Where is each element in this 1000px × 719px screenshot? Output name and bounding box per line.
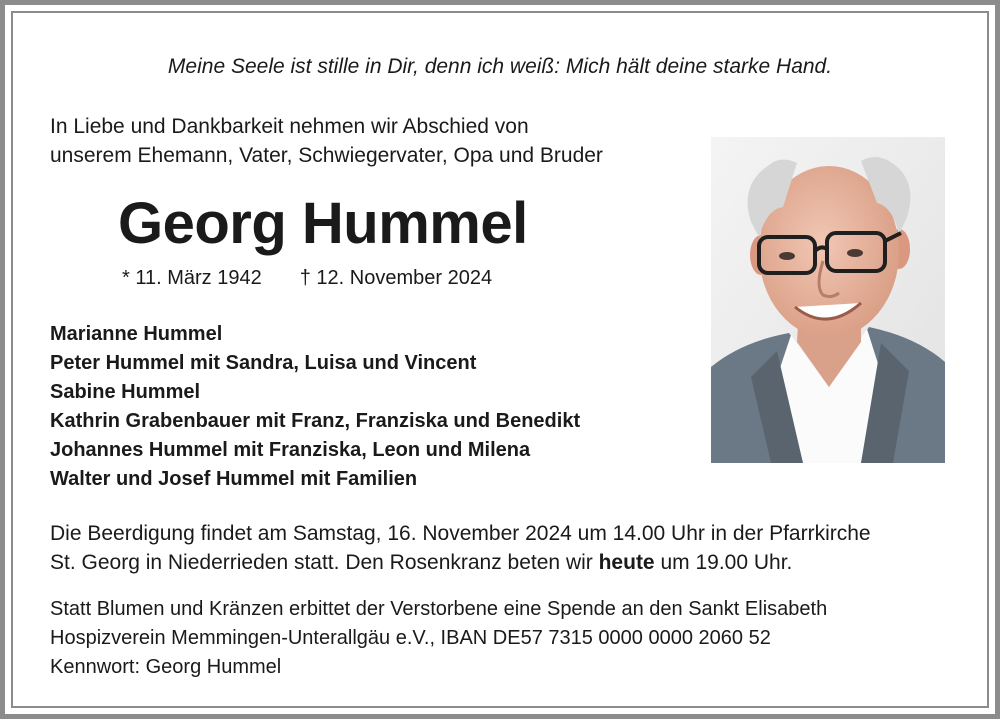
- mourner-line: Walter und Josef Hummel mit Familien: [50, 468, 418, 490]
- intro-text: [50, 112, 603, 170]
- donation-line-2: Hospizverein Memmingen-Unterallgäu e.V., IBAN DE57 7315 0000 0000 2060 52: [50, 627, 771, 649]
- mourner-line: Johannes Hummel mit Franziska, Leon und Milena: [50, 439, 531, 461]
- life-dates: [122, 267, 492, 290]
- funeral-line-1: Die Beerdigung findet am Samstag, 16. November 2024 um 14.00 Uhr in der Pfarrkirche: [50, 522, 871, 545]
- mourner-line: Kathrin Grabenbauer mit Franz, Franziska und Benedikt: [50, 410, 581, 432]
- intro-line-2: unserem Ehemann, Vater, Schwiegervater, Opa und Bruder: [50, 144, 603, 167]
- donation-line-3: Kennwort: Georg Hummel: [50, 656, 282, 678]
- funeral-notice: [50, 519, 871, 577]
- donation-line-1: Statt Blumen und Kränzen erbittet der Verstorbene eine Spende an den Sankt Elisabeth: [50, 598, 828, 620]
- funeral-line-2-end: um 19.00 Uhr.: [654, 551, 793, 574]
- intro-line-1: In Liebe und Dankbarkeit nehmen wir Abschied von: [50, 115, 529, 138]
- donation-notice: [50, 595, 827, 682]
- mourner-line: Marianne Hummel: [50, 323, 223, 345]
- funeral-today-emphasis: heute: [598, 551, 655, 574]
- funeral-line-2-start: St. Georg in Niederrieden statt. Den Rosenkranz beten wir: [50, 551, 599, 574]
- mourner-line: Sabine Hummel: [50, 381, 201, 403]
- mourners-list: [50, 320, 580, 494]
- funeral-line-2: [50, 548, 871, 577]
- portrait-photo: [711, 137, 945, 463]
- deceased-name: Georg Hummel: [118, 191, 528, 256]
- birth-date: * 11. März 1942: [122, 267, 262, 289]
- motto-verse: Meine Seele ist stille in Dir, denn ich weiß: Mich hält deine starke Hand.: [167, 55, 833, 78]
- death-date: † 12. November 2024: [299, 267, 493, 289]
- mourner-line: Peter Hummel mit Sandra, Luisa und Vincent: [50, 352, 477, 374]
